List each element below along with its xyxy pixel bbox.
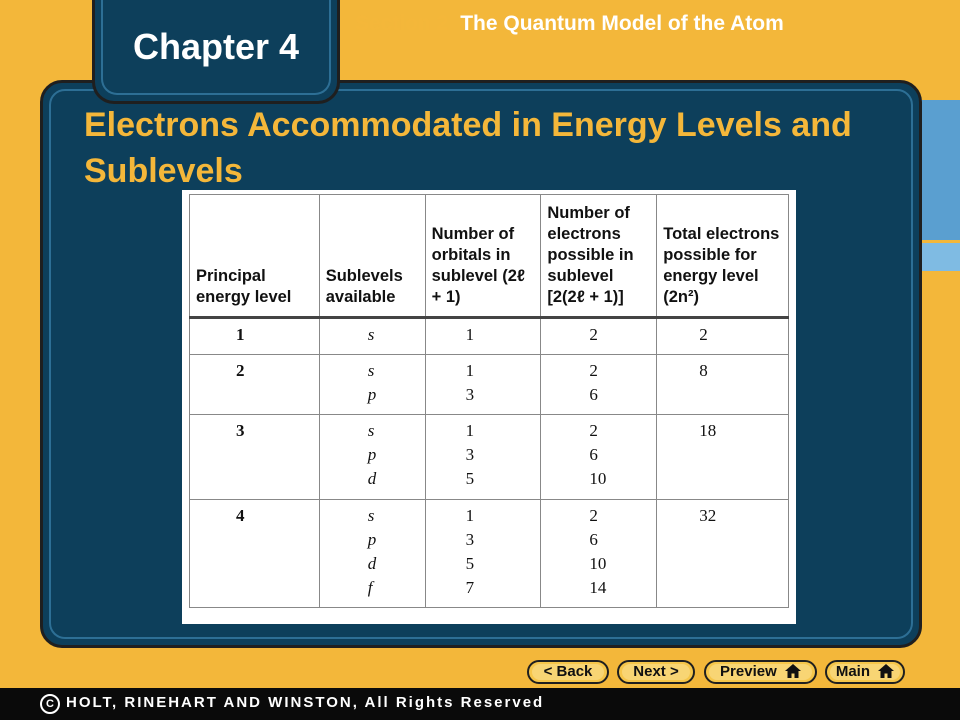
section-heading [355, 10, 785, 37]
sublevels-cell: s p d f [319, 500, 425, 608]
next-button-label: Next > [633, 663, 679, 680]
sublevels-cell: s p d [319, 415, 425, 500]
table-header-row [190, 195, 789, 318]
next-button[interactable] [617, 660, 695, 684]
home-icon [785, 664, 801, 678]
table-row [190, 355, 789, 415]
back-button[interactable] [527, 660, 609, 684]
section-number: Section 2 [355, 12, 449, 35]
level-cell: 1 [190, 318, 320, 355]
section-title: The Quantum Model of the Atom [460, 12, 784, 35]
sublevels-cell: s [319, 318, 425, 355]
total-cell: 18 [657, 415, 789, 500]
total-cell: 2 [657, 318, 789, 355]
electron-table-figure [182, 190, 796, 624]
table-row [190, 500, 789, 608]
orbitals-cell: 1 3 [425, 355, 541, 415]
header-principal-level: Principal energy level [190, 195, 320, 318]
header-orbitals: Number of orbitals in sublevel (2ℓ + 1) [425, 195, 541, 318]
preview-button[interactable] [704, 660, 817, 684]
orbitals-cell: 1 3 5 [425, 415, 541, 500]
home-icon [878, 664, 894, 678]
main-button[interactable] [825, 660, 905, 684]
electrons-cell: 2 6 10 [541, 415, 657, 500]
back-button-label: < Back [543, 663, 593, 680]
electrons-cell: 2 6 10 14 [541, 500, 657, 608]
level-cell: 4 [190, 500, 320, 608]
header-sublevels: Sublevels available [319, 195, 425, 318]
main-button-label: Main [835, 663, 870, 680]
right-edge-stripe [920, 100, 960, 240]
footer-bar [0, 688, 960, 720]
level-cell: 3 [190, 415, 320, 500]
orbitals-cell: 1 [425, 318, 541, 355]
header-electrons-sublevel: Number of electrons possible in sublevel [2(2ℓ + 1)] [541, 195, 657, 318]
total-cell: 8 [657, 355, 789, 415]
copyright-text: HOLT, RINEHART AND WINSTON, All Rights Reserved [66, 694, 545, 711]
table-row [190, 415, 789, 500]
level-cell: 2 [190, 355, 320, 415]
right-edge-stripe-light [920, 243, 960, 271]
sublevels-cell: s p [319, 355, 425, 415]
header-total-electrons: Total electrons possible for energy level (2n²) [657, 195, 789, 318]
copyright-icon: C [40, 694, 60, 714]
orbitals-cell: 1 3 5 7 [425, 500, 541, 608]
electrons-cell: 2 [541, 318, 657, 355]
total-cell: 32 [657, 500, 789, 608]
preview-button-label: Preview [720, 663, 777, 680]
electron-table [189, 194, 789, 608]
chapter-tab [92, 0, 340, 104]
chapter-label: Chapter 4 [132, 26, 300, 67]
electrons-cell: 2 6 [541, 355, 657, 415]
table-row [190, 318, 789, 355]
slide-title: Electrons Accommodated in Energy Levels and Sublevels [84, 106, 852, 190]
